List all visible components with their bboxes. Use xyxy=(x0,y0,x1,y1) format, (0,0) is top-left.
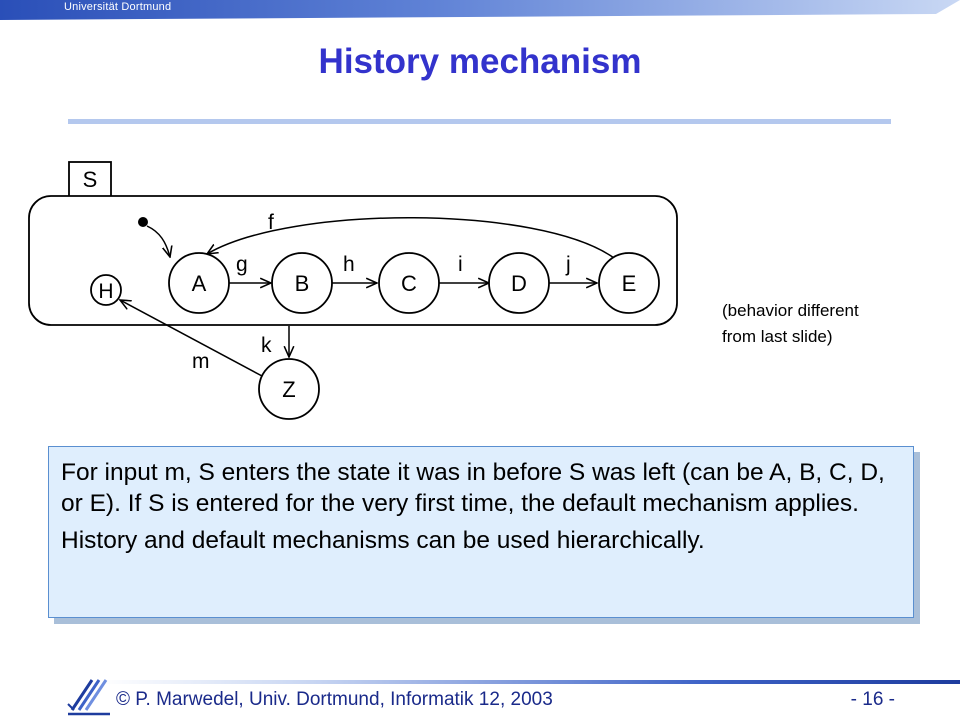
state-d-label: D xyxy=(511,271,527,296)
footer-credit-text: P. Marwedel, Univ. Dortmund, Informatik 12, 2003 xyxy=(135,689,553,710)
transition-j-label: j xyxy=(566,253,571,276)
behavior-note-line2: from last slide) xyxy=(722,327,833,346)
explanation-paragraph-1: For input m, S enters the state it was in before S was left (can be A, B, C, D, or E). If S is entered for the very first time, the default mechanism applies. xyxy=(61,459,885,517)
transition-m-label: m xyxy=(192,350,210,373)
history-state-label: H xyxy=(98,280,114,303)
state-a-label: A xyxy=(191,271,207,296)
state-b-label: B xyxy=(294,271,310,296)
explanation-paragraph-2: History and default mechanisms can be used hierarchically. xyxy=(61,527,705,554)
university-logo xyxy=(66,676,112,716)
copyright-icon: © xyxy=(116,689,130,710)
superstate-label: S xyxy=(82,167,98,192)
footer-credit xyxy=(116,689,553,711)
explanation-box xyxy=(48,446,914,618)
transition-i-label: i xyxy=(458,253,463,276)
state-c-label: C xyxy=(401,271,417,296)
behavior-note-line1: (behavior different xyxy=(722,301,859,320)
initial-state-dot xyxy=(138,217,148,227)
transition-h-label: h xyxy=(343,253,355,276)
transition-g-label: g xyxy=(236,253,248,276)
state-z-label: Z xyxy=(282,377,296,402)
slide-title: History mechanism xyxy=(318,42,642,81)
state-e-label: E xyxy=(621,271,637,296)
page-number: - 16 - xyxy=(850,689,895,710)
university-label: Universität Dortmund xyxy=(64,1,172,13)
behavior-note xyxy=(722,298,859,350)
transition-k-label: k xyxy=(261,334,272,357)
transition-f-label: f xyxy=(268,211,274,234)
